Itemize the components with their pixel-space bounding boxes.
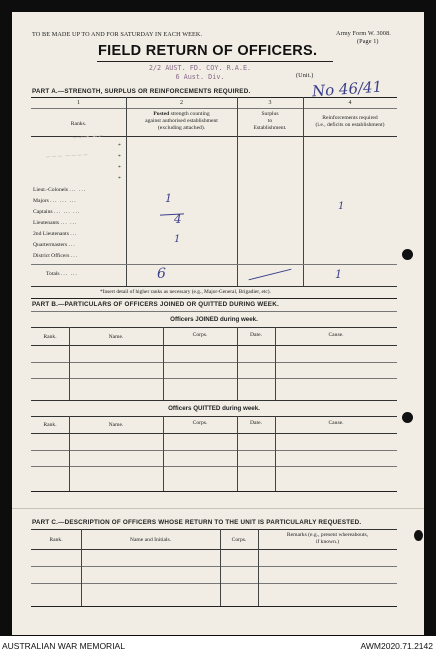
posted-lieutenants: 4 <box>174 212 182 226</box>
bleed-through-marks: ~~ ~~~ <box>71 131 104 143</box>
fold-line <box>12 508 424 509</box>
joined-title: Officers JOINED during week. <box>170 316 258 323</box>
joined-col-cause: Cause. <box>328 332 344 338</box>
footnote: *Insert detail of higher ranks as necessary (e.g., Major-General, Brigadier, etc). <box>100 289 271 295</box>
quitted-header-top-rule <box>31 416 397 417</box>
joined-col-divider <box>275 327 276 400</box>
star-row-1: * <box>118 143 121 149</box>
joined-row-rule <box>31 362 397 363</box>
col-header-surplus-line2: to <box>267 118 273 124</box>
totals-label: Totals <box>46 271 60 277</box>
totals-top-rule <box>31 264 397 265</box>
rank-row <box>33 209 80 215</box>
joined-col-name: Name. <box>108 334 124 340</box>
joined-col-corps: Corps. <box>192 332 208 338</box>
partc-col-remarks-line1: Remarks (e.g., present whereabouts, <box>286 532 369 538</box>
rank-dots: ... ... <box>69 187 87 193</box>
part-c-top-rule <box>31 529 397 530</box>
partc-bottom-rule <box>31 606 397 607</box>
partc-col-divider <box>220 529 221 606</box>
col-num-4: 4 <box>348 100 352 106</box>
quitted-col-divider <box>69 416 70 491</box>
partc-col-corps: Corps. <box>231 537 247 543</box>
col-header-posted <box>126 111 237 118</box>
rank-dots: ... <box>70 253 79 259</box>
joined-header-rule <box>31 345 397 346</box>
joined-col-rank: Rank. <box>43 334 57 340</box>
quitted-col-rank: Rank. <box>43 422 57 428</box>
col-header-reinf-line2: (i.e., deficits on establishment) <box>315 122 385 128</box>
rank-label: Quartermasters <box>33 242 68 248</box>
col-num-1: 1 <box>77 100 80 106</box>
totals-row <box>46 271 78 277</box>
instruction-text: TO BE MADE UP TO AND FOR SATURDAY IN EACH WEEK. <box>32 31 203 38</box>
rank-row <box>33 187 86 193</box>
joined-col-divider <box>163 327 164 400</box>
col-divider-3 <box>303 97 304 286</box>
form-title: FIELD RETURN OF OFFICERS. <box>98 43 318 59</box>
partc-header-rule <box>31 549 397 550</box>
rank-label: Majors <box>33 198 49 204</box>
partc-col-divider <box>81 529 82 606</box>
rank-row <box>33 242 76 248</box>
rank-row <box>33 253 78 259</box>
rank-dots: ... <box>68 242 76 248</box>
total-posted: 6 <box>157 266 166 282</box>
form-number: Army Form W. 3008. <box>336 30 391 37</box>
rank-label: District Officers <box>33 253 70 259</box>
form-page: (Page 1) <box>357 38 379 45</box>
col-header-ranks: Ranks. <box>70 121 87 127</box>
posted-majors: 1 <box>165 192 172 205</box>
partc-col-remarks-line2: if known.) <box>315 539 340 545</box>
col-num-rule <box>31 108 397 109</box>
col-header-reinf-line1: Reinforcements required <box>322 115 378 121</box>
rank-row <box>33 231 78 237</box>
joined-bottom-rule <box>31 400 397 401</box>
rank-label: Lieut.-Colonels <box>33 187 68 193</box>
rank-dots: ... ... ... <box>50 198 77 204</box>
quitted-col-corps: Corps. <box>192 420 208 426</box>
rank-row <box>33 220 77 226</box>
part-a-top-rule <box>31 97 397 98</box>
col-num-3: 3 <box>268 100 272 106</box>
rank-dots: ... ... <box>60 220 78 226</box>
col-divider-2 <box>237 97 238 286</box>
quitted-header-rule <box>31 433 397 434</box>
partc-col-divider <box>258 529 259 606</box>
col-divider-1 <box>126 97 127 286</box>
part-a-heading: PART A.—STRENGTH, SURPLUS OR REINFORCEMENTS REQUIRED. <box>32 88 251 95</box>
joined-col-divider <box>69 327 70 400</box>
rank-label: Lieutenants <box>33 220 60 226</box>
unit-stamp-line2: 6 Aust. Div. <box>175 73 225 81</box>
quitted-col-divider <box>275 416 276 491</box>
title-rule <box>97 61 333 62</box>
part-b-heading: PART B.—PARTICULARS OF OFFICERS JOINED OR QUITTED DURING WEEK. <box>32 301 279 308</box>
quitted-col-date: Date. <box>250 420 262 426</box>
quitted-row-rule <box>31 466 397 467</box>
joined-row-rule <box>31 378 397 379</box>
punch-hole <box>402 412 413 423</box>
reinf-majors: 1 <box>338 201 345 212</box>
posted-quartermasters: 1 <box>174 234 181 245</box>
col-header-surplus-line1: Surplus <box>261 111 279 117</box>
star-row-3: * <box>118 165 121 171</box>
quitted-row-rule <box>31 450 397 451</box>
quitted-col-divider <box>163 416 164 491</box>
col-header-surplus-line3: Establishment. <box>253 125 287 131</box>
punch-hole <box>414 530 423 541</box>
posted-bold: Posted <box>153 111 170 117</box>
part-b-bottom-rule <box>31 491 397 492</box>
col-header-posted-line2: against authorised establishment <box>145 118 218 124</box>
part-c-heading: PART C.—DESCRIPTION OF OFFICERS WHOSE RETURN TO THE UNIT IS PARTICULARLY REQUESTED. <box>32 519 362 526</box>
quitted-col-name: Name. <box>108 422 124 428</box>
return-number: No 46/41 <box>311 77 383 101</box>
rank-row <box>33 198 77 204</box>
partc-col-rank: Rank. <box>49 537 63 543</box>
posted-rest: strength counting <box>169 111 210 117</box>
bleed-through-marks-2: ~~~~ ~~~ <box>44 150 89 162</box>
star-row-4: * <box>118 176 121 182</box>
part-b-heading-rule <box>31 311 397 312</box>
quitted-title: Officers QUITTED during week. <box>168 405 260 412</box>
rank-label: 2nd Lieutenants <box>33 231 69 237</box>
joined-col-divider <box>237 327 238 400</box>
partc-row-rule <box>31 583 397 584</box>
col-num-2: 2 <box>180 100 183 106</box>
col-header-posted-line3: (excluding attached). <box>157 125 206 131</box>
totals-dots: ... ... <box>61 271 78 277</box>
part-b-top-rule <box>31 298 397 299</box>
punch-hole <box>402 249 413 260</box>
caption-source: AUSTRALIAN WAR MEMORIAL <box>2 641 125 651</box>
joined-header-top-rule <box>31 327 397 328</box>
caption-accession: AWM2020.71.2142 <box>360 641 433 651</box>
unit-label: (Unit.) <box>296 72 314 79</box>
rank-label: Captains <box>33 209 53 215</box>
quitted-col-cause: Cause. <box>328 420 344 426</box>
unit-stamp-line1: 2/2 AUST. FD. COY. R.A.E. <box>148 64 252 72</box>
rank-dots: ... <box>70 231 78 237</box>
quitted-col-divider <box>237 416 238 491</box>
total-reinf: 1 <box>335 268 342 281</box>
partc-col-name: Name and Initials. <box>129 537 172 543</box>
joined-col-date: Date. <box>250 332 262 338</box>
rank-dots: ... ... ... <box>53 209 81 215</box>
partc-row-rule <box>31 566 397 567</box>
totals-bottom-rule <box>31 286 397 287</box>
star-row-2: * <box>118 154 121 160</box>
